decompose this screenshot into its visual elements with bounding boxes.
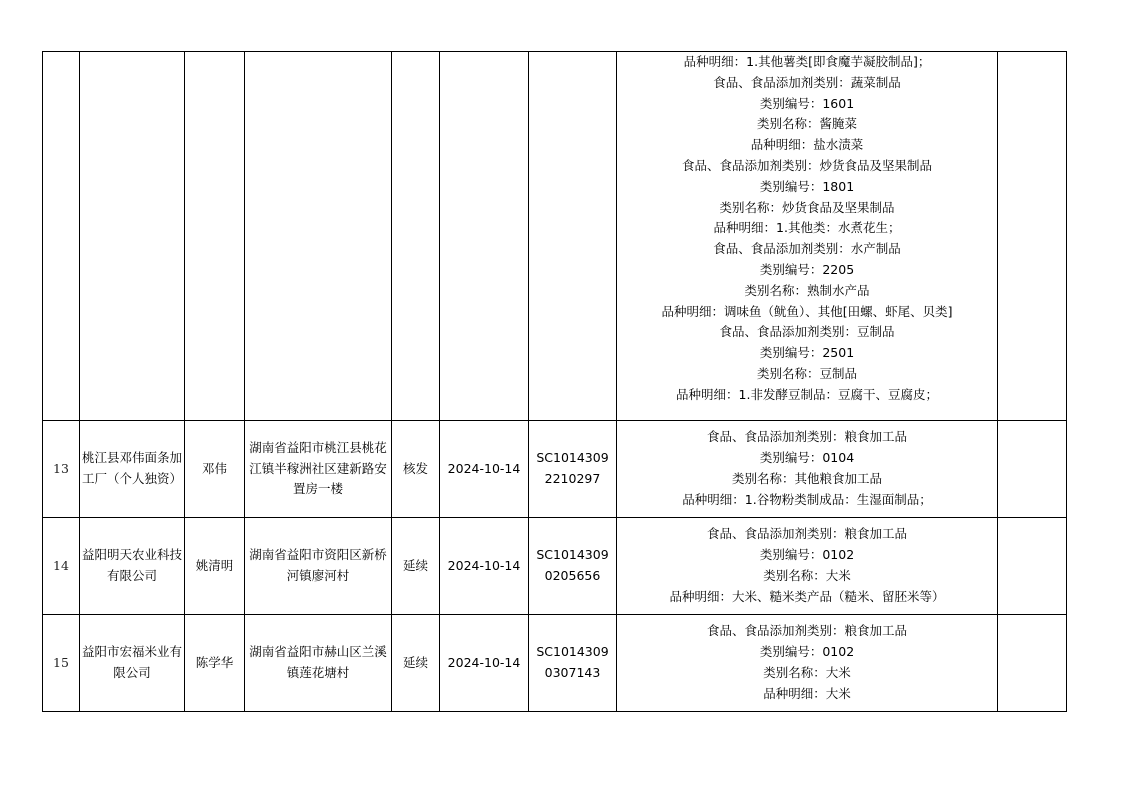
- issue-date-cell: 2024-10-14: [440, 615, 529, 712]
- remark-cell: [998, 518, 1067, 615]
- issue-date-cell: 2024-10-14: [440, 518, 529, 615]
- detail-line: 食品、食品添加剂类别：豆制品: [719, 324, 895, 340]
- license-type-cell: 核发: [392, 421, 440, 518]
- table-row: [43, 615, 1067, 712]
- address-cell: 湖南省益阳市桃江县桃花江镇半稼洲社区建新路安置房一楼: [245, 421, 392, 518]
- license-number: SC1014309 2210297: [536, 450, 609, 486]
- legal-person-cell: 陈学华: [185, 615, 245, 712]
- food-category-details-cell: [617, 52, 998, 421]
- table-row: [43, 421, 1067, 518]
- license-number-cell: [529, 518, 617, 615]
- issue-date-cell: 2024-10-14: [440, 421, 529, 518]
- company-name-cell: 益阳明天农业科技有限公司: [80, 518, 185, 615]
- address-cell: [245, 52, 392, 421]
- license-type-cell: [392, 52, 440, 421]
- detail-line: 类别名称：大米: [763, 568, 851, 583]
- license-number: SC1014309 0307143: [536, 644, 609, 680]
- detail-line: 类别编号：0102: [759, 644, 855, 660]
- detail-line: 品种明细：盐水渍菜: [750, 137, 864, 153]
- company-name-cell: [80, 52, 185, 421]
- license-number-cell: [529, 52, 617, 421]
- table-body: [43, 52, 1067, 712]
- table-row: [43, 518, 1067, 615]
- detail-line: 类别编号：1801: [759, 178, 855, 194]
- detail-line: 类别名称：酱腌菜: [756, 116, 857, 132]
- legal-person-cell: 姚清明: [185, 518, 245, 615]
- detail-line: 类别编号：2205: [759, 261, 855, 277]
- detail-line: 食品、食品添加剂类别：粮食加工品: [706, 429, 907, 445]
- detail-line: 类别名称：豆制品: [756, 365, 857, 381]
- food-category-details-cell: [617, 421, 998, 518]
- detail-line: 品种明细：大米: [763, 685, 851, 701]
- table-row: [43, 52, 1067, 421]
- remark-cell: [998, 52, 1067, 421]
- detail-line: 品种明细：1.非发酵豆制品：豆腐干、豆腐皮；: [676, 386, 938, 402]
- detail-line: 类别名称：熟制水产品: [744, 282, 870, 298]
- food-category-details-cell: [617, 615, 998, 712]
- detail-line: 食品、食品添加剂类别：蔬菜制品: [713, 74, 901, 90]
- legal-person-cell: [185, 52, 245, 421]
- detail-line: 品种明细：大米、糙米类产品（糙米、留胚米等）: [669, 588, 945, 604]
- detail-line: 类别编号：2501: [759, 345, 855, 361]
- detail-line: 食品、食品添加剂类别：水产制品: [713, 241, 901, 257]
- detail-line: 品种明细：1.谷物粉类制成品：生湿面制品；: [682, 491, 932, 507]
- detail-line: 类别名称：其他粮食加工品: [731, 471, 882, 486]
- address-cell: 湖南省益阳市赫山区兰溪镇莲花塘村: [245, 615, 392, 712]
- detail-line: 品种明细：1.其他类：水煮花生；: [713, 220, 901, 236]
- detail-line: 类别编号：0102: [759, 547, 855, 563]
- license-table: [42, 51, 1067, 712]
- detail-line: 品种明细：1.其他薯类[即食魔芋凝胶制品]；: [683, 54, 931, 69]
- license-number-cell: [529, 615, 617, 712]
- license-type-cell: 延续: [392, 615, 440, 712]
- detail-line: 类别名称：炒货食品及坚果制品: [719, 199, 895, 215]
- address-cell: 湖南省益阳市资阳区新桥河镇廖河村: [245, 518, 392, 615]
- license-number-cell: [529, 421, 617, 518]
- detail-line: 类别编号：0104: [759, 450, 855, 466]
- row-number-cell: 13: [43, 421, 80, 518]
- issue-date-cell: [440, 52, 529, 421]
- license-number: SC1014309 0205656: [536, 547, 609, 583]
- food-category-details-cell: [617, 518, 998, 615]
- detail-line: 类别名称：大米: [763, 665, 851, 680]
- detail-line: 品种明细：调味鱼（鱿鱼）、其他[田螺、虾尾、贝类]: [661, 303, 953, 319]
- row-number-cell: 15: [43, 615, 80, 712]
- detail-line: 类别编号：1601: [759, 95, 855, 111]
- detail-line: 食品、食品添加剂类别：炒货食品及坚果制品: [681, 157, 932, 173]
- detail-line: 食品、食品添加剂类别：粮食加工品: [706, 623, 907, 639]
- company-name-cell: 益阳市宏福米业有限公司: [80, 615, 185, 712]
- detail-line: 食品、食品添加剂类别：粮食加工品: [706, 526, 907, 542]
- row-number-cell: 14: [43, 518, 80, 615]
- remark-cell: [998, 615, 1067, 712]
- remark-cell: [998, 421, 1067, 518]
- company-name-cell: 桃江县邓伟面条加工厂（个人独资）: [80, 421, 185, 518]
- license-type-cell: 延续: [392, 518, 440, 615]
- row-number-cell: [43, 52, 80, 421]
- legal-person-cell: 邓伟: [185, 421, 245, 518]
